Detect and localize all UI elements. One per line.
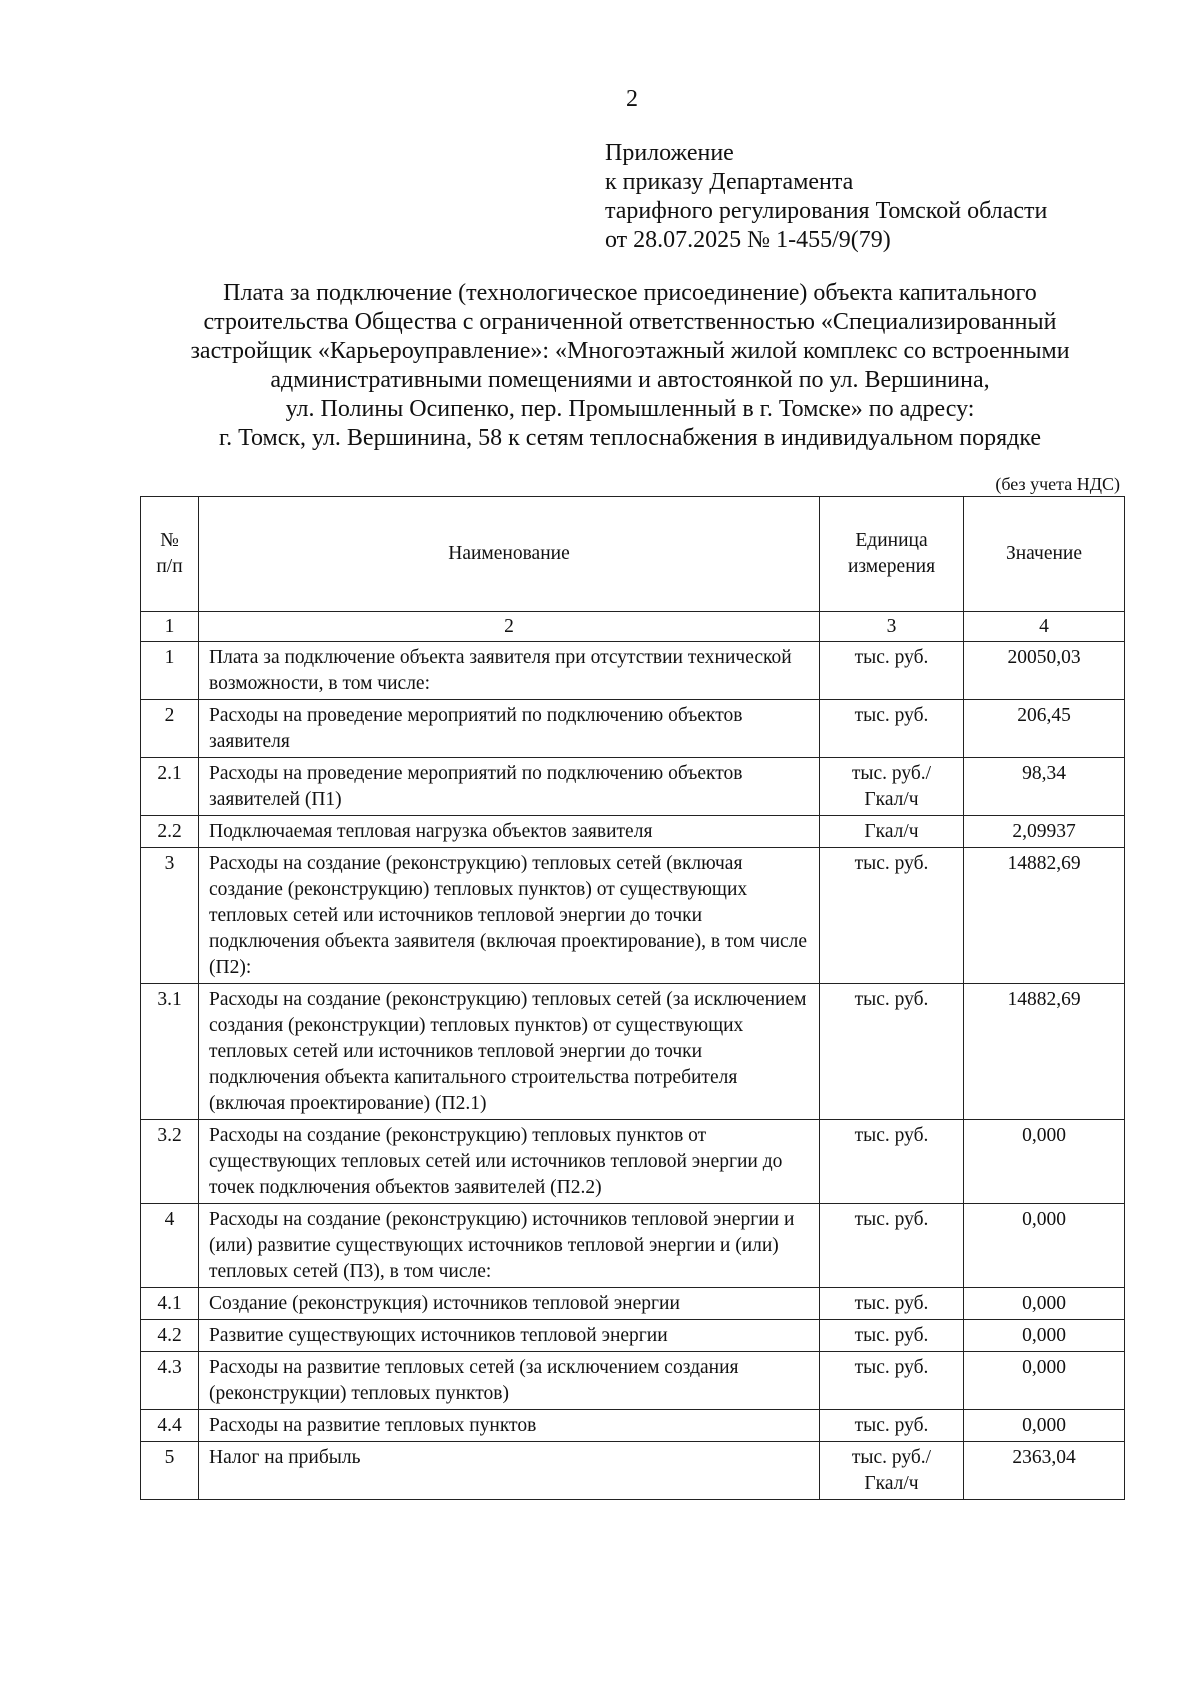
row-number: 4.3 xyxy=(141,1352,199,1410)
table-row xyxy=(141,1442,1125,1500)
table-header-row xyxy=(141,497,1125,612)
row-unit: тыс. руб. xyxy=(820,1320,964,1352)
table-row xyxy=(141,758,1125,816)
row-unit: Гкал/ч xyxy=(820,816,964,848)
row-number: 5 xyxy=(141,1442,199,1500)
row-unit: тыс. руб. xyxy=(820,1204,964,1288)
header-number-line2: п/п xyxy=(156,556,183,577)
header-unit-line1: Единица xyxy=(855,530,928,551)
row-unit: тыс. руб. xyxy=(820,1410,964,1442)
header-unit-line2: измерения xyxy=(847,556,936,577)
appendix-line: тарифного регулирования Томской области xyxy=(605,198,1048,224)
appendix-header xyxy=(605,139,1047,255)
row-number: 2 xyxy=(141,700,199,758)
row-name: Создание (реконструкция) источников тепловой энергии xyxy=(199,1288,820,1320)
row-value: 2,09937 xyxy=(964,816,1125,848)
appendix-line: от 28.07.2025 № 1-455/9(79) xyxy=(605,227,891,253)
header-value: Значение xyxy=(964,497,1125,612)
row-value: 0,000 xyxy=(964,1352,1125,1410)
title-line: Плата за подключение (технологическое присоединение) объекта капитального xyxy=(223,280,1037,306)
row-name: Расходы на проведение мероприятий по подключению объектов заявителей (П1) xyxy=(199,758,820,816)
row-name: Налог на прибыль xyxy=(199,1442,820,1500)
row-number: 3 xyxy=(141,848,199,984)
row-number: 1 xyxy=(141,642,199,700)
title-line: г. Томск, ул. Вершинина, 58 к сетям теплоснабжения в индивидуальном порядке xyxy=(218,425,1042,451)
row-value: 14882,69 xyxy=(964,848,1125,984)
header-name: Наименование xyxy=(199,497,820,612)
appendix-line: Приложение xyxy=(605,140,734,166)
document-title xyxy=(130,279,1130,453)
row-number: 3.2 xyxy=(141,1120,199,1204)
vat-note: (без учета НДС) xyxy=(995,474,1120,494)
row-unit: тыс. руб. xyxy=(820,1288,964,1320)
title-line: ул. Полины Осипенко, пер. Промышленный в г. Томске» по адресу: xyxy=(285,396,975,422)
row-number: 2.1 xyxy=(141,758,199,816)
table-row xyxy=(141,984,1125,1120)
column-number: 2 xyxy=(199,612,820,642)
row-number: 4 xyxy=(141,1204,199,1288)
row-unit: тыс. руб. xyxy=(820,1352,964,1410)
header-number xyxy=(141,497,199,612)
table-row xyxy=(141,848,1125,984)
row-unit: тыс. руб. xyxy=(820,984,964,1120)
tariff-table xyxy=(140,496,1125,1500)
table-row xyxy=(141,1288,1125,1320)
table-row xyxy=(141,1352,1125,1410)
row-unit: тыс. руб. xyxy=(820,1120,964,1204)
row-value: 2363,04 xyxy=(964,1442,1125,1500)
table-row xyxy=(141,1120,1125,1204)
row-value: 98,34 xyxy=(964,758,1125,816)
row-name: Расходы на проведение мероприятий по подключению объектов заявителя xyxy=(199,700,820,758)
table-row xyxy=(141,642,1125,700)
row-name: Расходы на создание (реконструкцию) тепловых сетей (включая создание (реконструкцию) тепловых пунктов) от существующих тепловых сетей или источников тепловой энергии до точки подключения объекта заявителя (включая проектирование), в том числе (П2): xyxy=(199,848,820,984)
table-row xyxy=(141,1204,1125,1288)
row-unit: тыс. руб./ Гкал/ч xyxy=(820,1442,964,1500)
row-value: 0,000 xyxy=(964,1320,1125,1352)
row-value: 206,45 xyxy=(964,700,1125,758)
row-name: Расходы на создание (реконструкцию) тепловых сетей (за исключением создания (реконструкции) тепловых пунктов) от существующих тепловых сетей или источников тепловой энергии до точки подключения объекта капитального строительства потребителя (включая проектирование) (П2.1) xyxy=(199,984,820,1120)
row-value: 0,000 xyxy=(964,1410,1125,1442)
row-value: 0,000 xyxy=(964,1288,1125,1320)
row-name: Расходы на создание (реконструкцию) тепловых пунктов от существующих тепловых сетей или источников тепловой энергии до точек подключения объектов заявителей (П2.2) xyxy=(199,1120,820,1204)
row-name: Плата за подключение объекта заявителя при отсутствии технической возможности, в том числе: xyxy=(199,642,820,700)
row-number: 2.2 xyxy=(141,816,199,848)
row-unit: тыс. руб. xyxy=(820,848,964,984)
row-value: 0,000 xyxy=(964,1204,1125,1288)
row-value: 20050,03 xyxy=(964,642,1125,700)
row-number: 4.1 xyxy=(141,1288,199,1320)
row-name: Подключаемая тепловая нагрузка объектов заявителя xyxy=(199,816,820,848)
column-number-row xyxy=(141,612,1125,642)
row-number: 4.2 xyxy=(141,1320,199,1352)
page-number: 2 xyxy=(626,86,638,112)
title-line: строительства Общества с ограниченной ответственностью «Специализированный xyxy=(203,309,1057,335)
row-value: 14882,69 xyxy=(964,984,1125,1120)
table-row xyxy=(141,700,1125,758)
row-name: Расходы на развитие тепловых пунктов xyxy=(199,1410,820,1442)
header-number-line1: № xyxy=(160,530,179,551)
column-number: 4 xyxy=(964,612,1125,642)
row-number: 4.4 xyxy=(141,1410,199,1442)
column-number: 1 xyxy=(141,612,199,642)
row-value: 0,000 xyxy=(964,1120,1125,1204)
row-unit: тыс. руб. xyxy=(820,642,964,700)
table-row xyxy=(141,1410,1125,1442)
header-unit xyxy=(820,497,964,612)
row-name: Расходы на создание (реконструкцию) источников тепловой энергии и (или) развитие существующих источников тепловой энергии и (или) тепловых сетей (П3), в том числе: xyxy=(199,1204,820,1288)
title-line: застройщик «Карьероуправление»: «Многоэтажный жилой комплекс со встроенными xyxy=(190,338,1070,364)
row-unit: тыс. руб./ Гкал/ч xyxy=(820,758,964,816)
row-number: 3.1 xyxy=(141,984,199,1120)
table-row xyxy=(141,816,1125,848)
row-name: Развитие существующих источников тепловой энергии xyxy=(199,1320,820,1352)
title-line: административными помещениями и автостоянкой по ул. Вершинина, xyxy=(270,367,990,393)
table-row xyxy=(141,1320,1125,1352)
column-number: 3 xyxy=(820,612,964,642)
row-unit: тыс. руб. xyxy=(820,700,964,758)
appendix-line: к приказу Департамента xyxy=(605,169,854,195)
row-name: Расходы на развитие тепловых сетей (за исключением создания (реконструкции) тепловых пунктов) xyxy=(199,1352,820,1410)
